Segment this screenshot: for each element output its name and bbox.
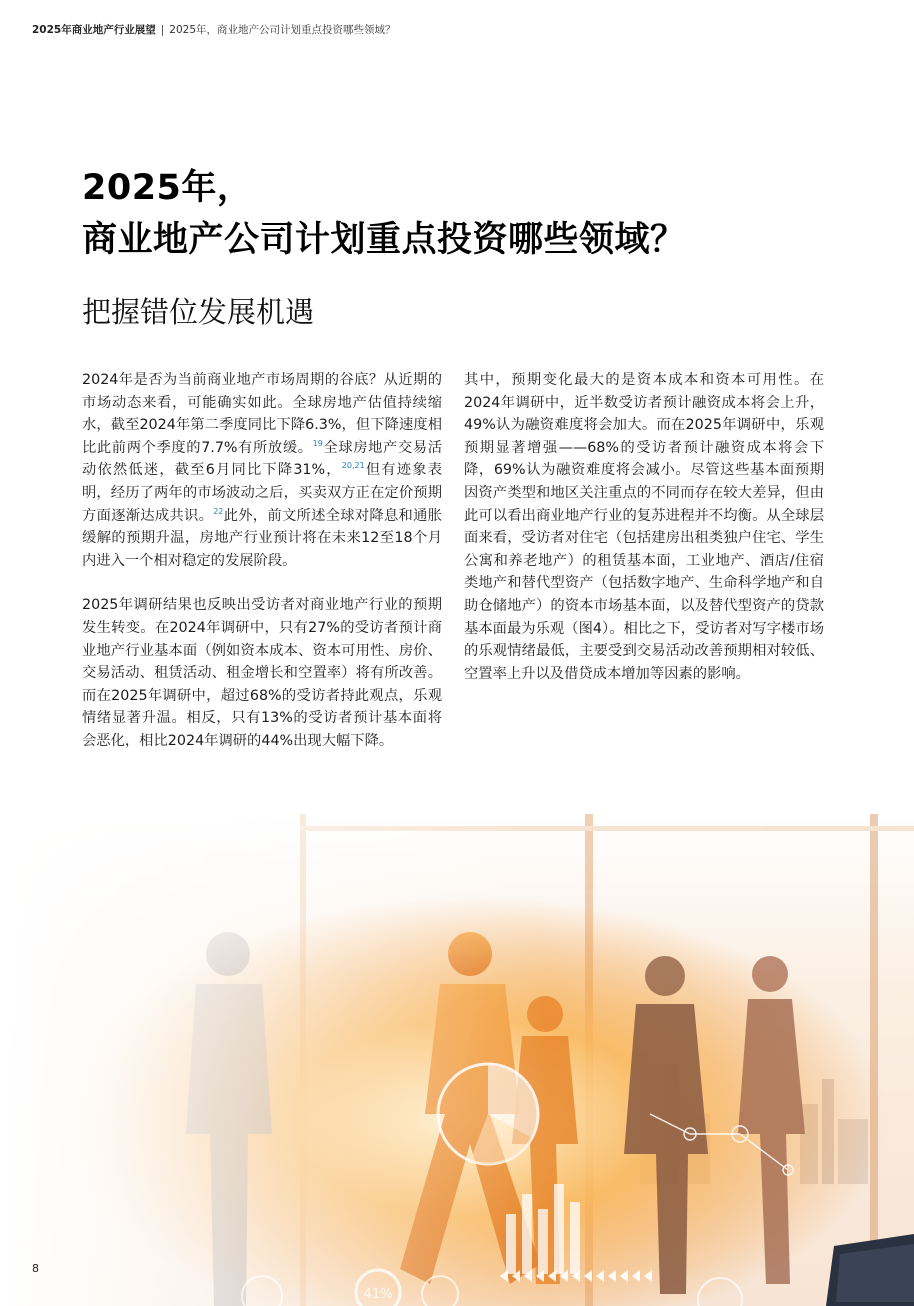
left-p1-text-d: 此外，前文所述全球对降息和通胀缓解的预期升温，房地产行业预计将在未来12至18个月内进入一个相对稳定的发展阶段。 [82,507,443,569]
left-p1-text-c: 但有迹象表明，经历了两年的市场波动之后，买卖双方正在定价预期方面逐渐达成共识。 [82,462,443,524]
hero-image [0,814,914,1306]
footnote-ref-20-21[interactable]: 20,21 [341,461,365,471]
business-people-silhouette-illustration [0,814,914,1306]
page-title-line-1: 2025年， [82,168,253,208]
footnote-ref-22[interactable]: 22 [213,506,224,516]
running-header [32,22,396,37]
right-paragraph-1: 其中，预期变化最大的是资本成本和资本可用性。在2024年调研中，近半数受访者预计融资成本将会上升，49%认为融资难度将会加大。而在2025年调研中，乐观预期显著增强——68%的受访者预计融资成本将会下降，69%认为融资难度将会减小。尽管这些基本面预期因资产类型和地区关注重点的不同而存在较大差异，但由此可以看出商业地产行业的复苏进程并不均衡。从全球层面来看，受访者对住宅（包括建房出租类独户住宅、学生公寓和养老地产）的租赁基本面，工业地产、酒店/住宿类地产和替代型资产（包括数字地产、生命科学地产和自助仓储地产）的资本市场基本面，以及替代型资产的贷款基本面最为乐观（图4）。相比之下，受访者对写字楼市场的乐观情绪最低，主要受到交易活动改善预期相对较低、空置率上升以及借贷成本增加等因素的影响。 [464,372,824,682]
left-paragraph-1 [82,369,442,572]
left-p1-text-b: 全球房地产交易活动依然低迷，截至6月同比下降31%， [82,439,443,479]
left-paragraph-2: 2025年调研结果也反映出受访者对商业地产行业的预期发生转变。在2024年调研中，只有27%的受访者预计商业地产行业基本面（例如资本成本、资本可用性、房价、交易活动、租赁活动、租金增长和空置率）将有所改善。而在2025年调研中，超过68%的受访者持此观点，乐观情绪显著升温。相反，只有13%的受访者预计基本面将会恶化，相比2024年调研的44%出现大幅下降。 [82,597,442,749]
page-title-line-2: 商业地产公司计划重点投资哪些领域？ [82,220,686,260]
page-title [82,162,686,266]
header-separator: | [160,24,165,36]
right-column [464,369,824,707]
left-p1-text-a: 2024年是否为当前商业地产市场周期的谷底？从近期的市场动态来看，可能确实如此。全球房地产估值持续缩水，截至2024年第二季度同比下降6.3%，但下降速度相比此前两个季度的7.7%有所放缓。 [82,372,442,456]
left-column [82,369,442,775]
report-title: 2025年商业地产行业展望 [32,24,156,36]
footnote-ref-19[interactable]: 19 [312,439,323,449]
page-subtitle: 把握错位发展机遇 [82,295,315,329]
chapter-title: 2025年，商业地产公司计划重点投资哪些领域？ [169,24,396,36]
page-number: 8 [32,1262,39,1275]
